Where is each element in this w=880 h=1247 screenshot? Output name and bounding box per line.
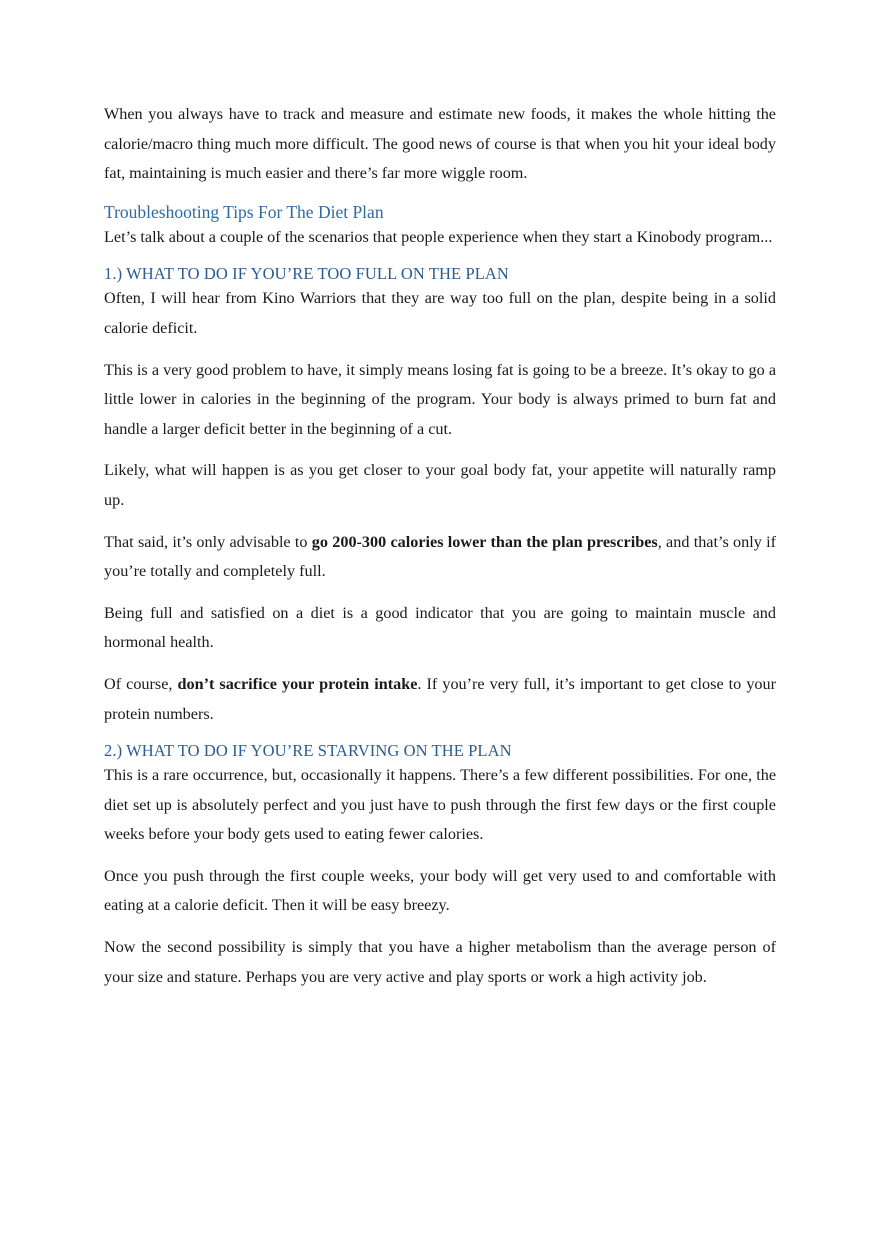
section1-p6-bold: don’t sacrifice your protein intake: [177, 674, 418, 693]
troubleshooting-heading: Troubleshooting Tips For The Diet Plan: [104, 201, 384, 222]
section1-paragraph-4: [104, 528, 776, 587]
section2-paragraph-2: Once you push through the first couple weeks, your body will get very used to and comfortable with eating at a calorie deficit. Then it will be easy breezy.: [104, 866, 776, 915]
section1-heading: 1.) WHAT TO DO IF YOU’RE TOO FULL ON THE PLAN: [104, 264, 509, 284]
section1-paragraph-1: Often, I will hear from Kino Warriors that they are way too full on the plan, despite being in a solid calorie deficit.: [104, 289, 776, 337]
troubleshooting-paragraph: Let’s talk about a couple of the scenarios that people experience when they start a Kinobody program...: [104, 227, 773, 246]
section1-paragraph-6: [104, 670, 776, 729]
section1-p4-post: , and that’s only if you’re totally and completely full.: [104, 532, 776, 581]
section2-paragraph-3: Now the second possibility is simply that you have a higher metabolism than the average person of your size and stature. Perhaps you are very active and play sports or work a high activity job.: [104, 938, 776, 986]
document-page: [104, 100, 776, 1004]
section2-paragraph-1: This is a rare occurrence, but, occasionally it happens. There’s a few different possibilities. For one, the diet set up is absolutely perfect and you just have to push through the first few days or the first couple weeks before your body gets used to eating fewer calories.: [104, 766, 776, 844]
section1-paragraph-3: Likely, what will happen is as you get closer to your goal body fat, your appetite will naturally ramp up.: [104, 461, 776, 509]
section1-paragraph-2: This is a very good problem to have, it simply means losing fat is going to be a breeze. It’s okay to go a little lower in calories in the beginning of the program. Your body is always primed to burn fat and handle a larger deficit better in the beginning of a cut.: [104, 360, 776, 438]
intro-paragraph: When you always have to track and measure and estimate new foods, it makes the whole hitting the calorie/macro thing much more difficult. The good news of course is that when you hit your ideal body fat, maintaining is much easier and there’s far more wiggle room.: [104, 105, 776, 183]
section1-p4-pre: That said, it’s only advisable to: [104, 532, 312, 551]
section1-paragraph-5: Being full and satisfied on a diet is a good indicator that you are going to maintain muscle and hormonal health.: [104, 603, 776, 652]
section1-p6-pre: Of course,: [104, 674, 178, 693]
section1-p4-bold: go 200-300 calories lower than the plan prescribes: [311, 532, 658, 551]
section1-p6-post: . If you’re very full, it’s important to get close to your protein numbers.: [104, 674, 776, 723]
section2-heading: 2.) WHAT TO DO IF YOU’RE STARVING ON THE PLAN: [104, 741, 512, 761]
